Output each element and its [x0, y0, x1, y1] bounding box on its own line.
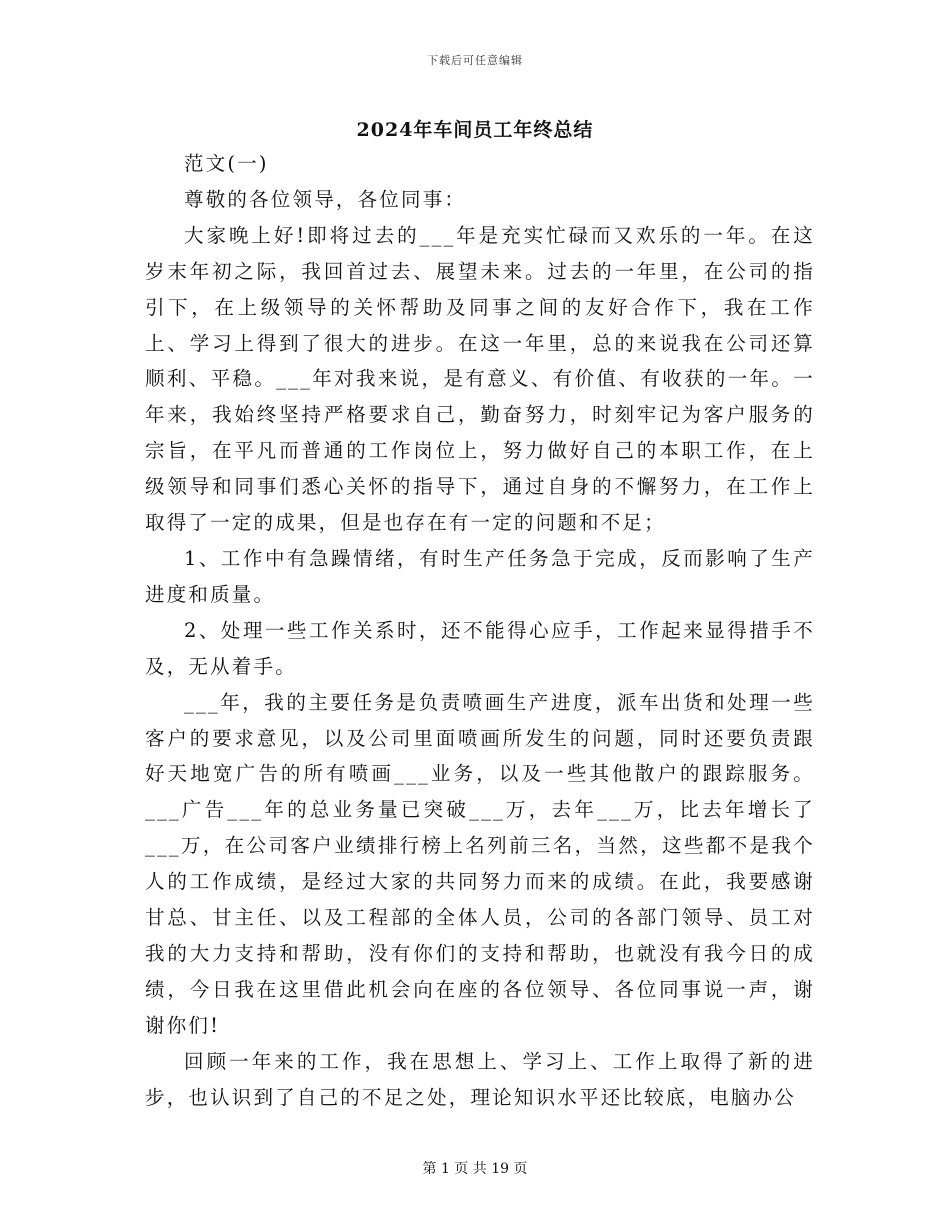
paragraph-issue-2: 2、处理一些工作关系时，还不能得心应手，工作起来显得措手不及，无从着手。 [145, 618, 815, 678]
paragraph-intro: 大家晚上好!即将过去的___年是充实忙碌而又欢乐的一年。在这岁末年初之际，我回首过去、展望未来。过去的一年里，在公司的指引下，在上级领导的关怀帮助及同事之间的友好合作下，我在工作上、学习上得到了很大的进步。在这一年里，总的来说我在公司还算顺利、平稳。___年对我来说，是有意义、有价值、有收获的一年。一年来，我始终坚持严格要求自己，勤奋努力，时刻牢记为客户服务的宗旨，在平凡而普通的工作岗位上，努力做好自己的本职工作，在上级领导和同事们悉心关怀的指导下，通过自身的不懈努力，在工作上取得了一定的成果，但是也存在有一定的问题和不足； [145, 223, 815, 535]
document-body [145, 146, 815, 1115]
paragraph-issue-1: 1、工作中有急躁情绪，有时生产任务急于完成，反而影响了生产进度和质量。 [145, 546, 815, 606]
download-note: 下载后可任意编辑 [427, 54, 523, 67]
paragraph-review: 回顾一年来的工作，我在思想上、学习上、工作上取得了新的进步，也认识到了自己的不足之处，理论知识水平还比较底，电脑办公 [145, 1049, 815, 1109]
paragraph-main-tasks: ___年，我的主要任务是负责喷画生产进度，派车出货和处理一些客户的要求意见，以及公司里面喷画所发生的问题，同时还要负责跟好天地宽广告的所有喷画___业务，以及一些其他散户的跟踪服务。___广告___年的总业务量已突破___万，去年___万，比去年增长了___万，在公司客户业绩排行榜上名列前三名，当然，这些都不是我个人的工作成绩，是经过大家的共同努力而来的成绩。在此，我要感谢甘总、甘主任、以及工程部的全体人员，公司的各部门领导、员工对我的大力支持和帮助，没有你们的支持和帮助，也就没有我今日的成绩，今日我在这里借此机会向在座的各位领导、各位同事说一声，谢谢你们! [145, 690, 815, 1037]
page-number: 第 1 页 共 19 页 [422, 1161, 528, 1177]
sample-label: 范文(一) [184, 152, 269, 175]
greeting: 尊敬的各位领导，各位同事： [184, 187, 467, 211]
document-title: 2024年车间员工年终总结 [356, 119, 594, 141]
